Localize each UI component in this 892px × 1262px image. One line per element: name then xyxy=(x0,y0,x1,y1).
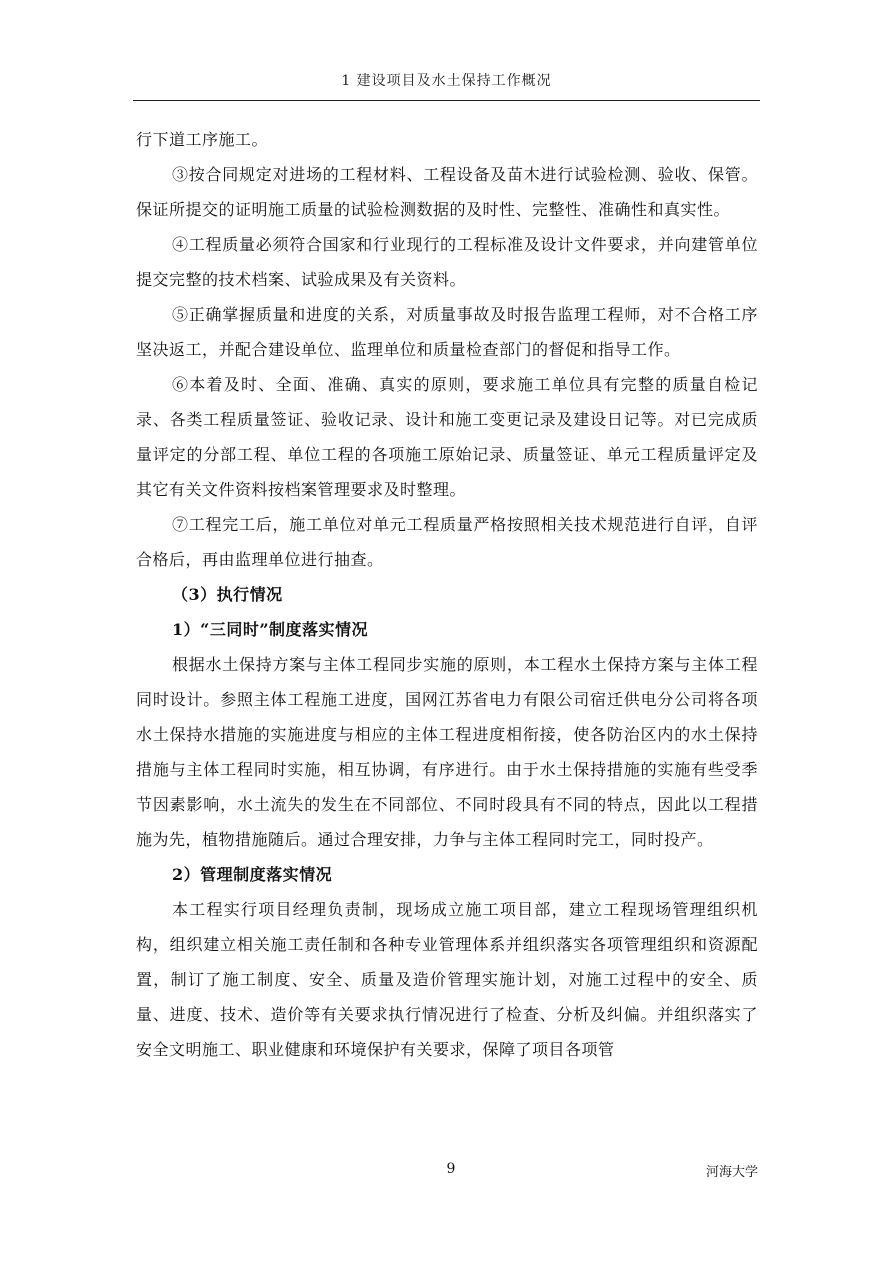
paragraph-item-3: ③按合同规定对进场的工程材料、工程设备及苗木进行试验检测、验收、保管。保证所提交的证明施工质量的试验检测数据的及时性、完整性、准确性和真实性。 xyxy=(136,165,758,219)
paragraph-three-simultaneous: 根据水土保持方案与主体工程同步实施的原则，本工程水土保持方案与主体工程同时设计。参照主体工程施工进度，国网江苏省电力有限公司宿迁供电分公司将各项水土保持水措施的实施进度与相应的主体工程进度相衔接，使各防治区内的水土保持措施与主体工程同时实施，相互协调，有序进行。由于水土保持措施的实施有些受季节因素影响，水土流失的发生在不同部位、不同时段具有不同的特点，因此以工程措施为先，植物措施随后。通过合理安排，力争与主体工程同时完工，同时投产。 xyxy=(136,655,758,849)
subsection-heading-management: 2）管理制度落实情况 xyxy=(172,865,333,884)
paragraph-item-6: ⑥本着及时、全面、准确、真实的原则，要求施工单位具有完整的质量自检记录、各类工程质量签证、验收记录、设计和施工变更记录及建设日记等。对已完成质量评定的分部工程、单位工程的各项施工原始记录、质量签证、单元工程质量评定及其它有关文件资料按档案管理要求及时整理。 xyxy=(136,375,758,499)
paragraph-item-4: ④工程质量必须符合国家和行业现行的工程标准及设计文件要求，并向建管单位提交完整的技术档案、试验成果及有关资料。 xyxy=(136,235,758,289)
running-header: 1 建设项目及水土保持工作概况 xyxy=(341,73,552,89)
header-rule xyxy=(133,100,760,101)
subsection-heading-three-simultaneous: 1）“三同时”制度落实情况 xyxy=(172,620,369,639)
paragraph-item-7: ⑦工程完工后，施工单位对单元工程质量严格按照相关技术规范进行自评，自评合格后，再由监理单位进行抽查。 xyxy=(136,515,758,569)
page-number: 9 xyxy=(446,1161,456,1177)
paragraph-continuation: 行下道工序施工。 xyxy=(136,130,269,149)
paragraph-item-5: ⑤正确掌握质量和进度的关系，对质量事故及时报告监理工程师，对不合格工序坚决返工，并配合建设单位、监理单位和质量检查部门的督促和指导工作。 xyxy=(136,305,758,359)
paragraph-management: 本工程实行项目经理负责制，现场成立施工项目部，建立工程现场管理组织机构，组织建立相关施工责任制和各种专业管理体系并组织落实各项管理组织和资源配置，制订了施工制度、安全、质量及造价管理实施计划，对施工过程中的安全、质量、进度、技术、造价等有关要求执行情况进行了检查、分析及纠偏。并组织落实了安全文明施工、职业健康和环境保护有关要求，保障了项目各项管 xyxy=(136,900,758,1059)
section-heading-execution: （3）执行情况 xyxy=(172,585,283,604)
footer-organization: 河海大学 xyxy=(705,1165,758,1180)
body-text xyxy=(136,122,758,1067)
